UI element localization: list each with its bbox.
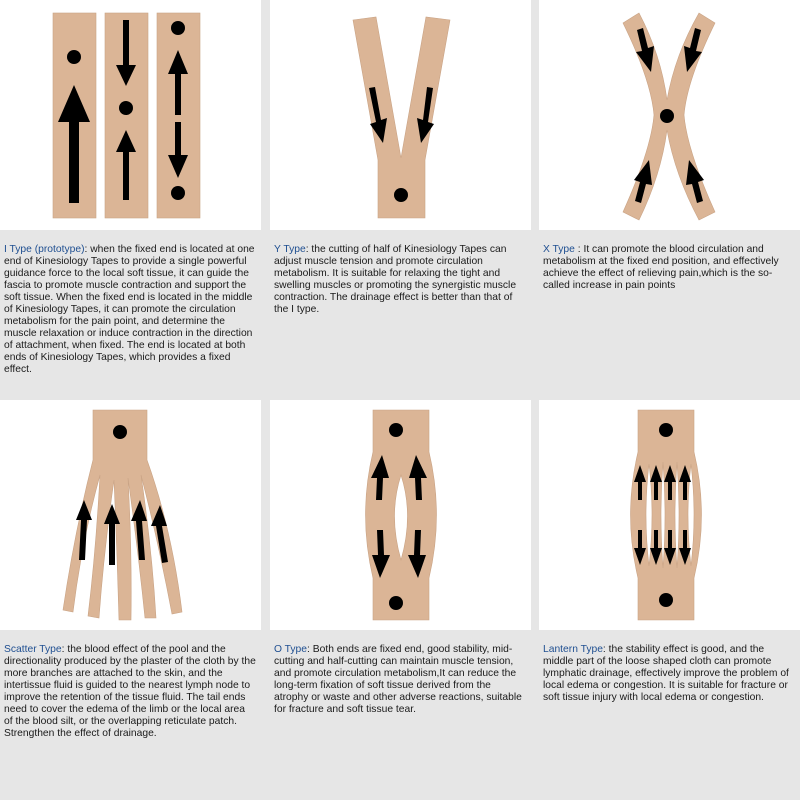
card-title: Lantern Type bbox=[543, 644, 603, 655]
fixed-point-dot bbox=[659, 423, 673, 437]
card-text: : the stability effect is good, and the middle part of the loose shaped cloth can promote lymphatic drainage, effectively improve the problem of local edema or congestion. It is suitable for fracture or soft tissue injury with local edema or congestion. bbox=[543, 644, 789, 703]
card-text: : the cutting of half of Kinesiology Tapes can adjust muscle tension and promote circulation metabolism. It is suitable for relaxing the tight and swelling muscles or promoting the synergistic muscle contraction. The drainage effect is better than that of the I type. bbox=[274, 244, 517, 315]
y-type-illustration bbox=[270, 0, 531, 230]
card-text: : the blood effect of the pool and the directionality produced by the plaster of the cloth by the more branches are attached to the skin, and the intertissue fluid is guided to the nearest lymph node to improve the retention of the tissue fluid. The tail ends need to cover the edema of the limb or the local area of the blood silt, or the overlapping reticulate patch. Strengthen the effect of drainage. bbox=[4, 644, 256, 739]
fixed-point-dot bbox=[389, 596, 403, 610]
card-y-type bbox=[270, 0, 531, 400]
fixed-point-dot bbox=[113, 425, 127, 439]
card-i-type bbox=[0, 0, 261, 400]
o-type-illustration bbox=[270, 400, 531, 630]
card-scatter-type bbox=[0, 400, 261, 800]
fixed-point-dot bbox=[171, 186, 185, 200]
card-title: X Type bbox=[543, 244, 575, 255]
card-text: : when the fixed end is located at one end of Kinesiology Tapes to provide a single powerful guidance force to the local soft tissue, it can guide the fascia to promote muscle contraction and support the soft tissue. When the fixed end is located in the middle of Kinesiology Tapes, it can promote the circulation metabolism for the pain point, and determine the muscle relaxation or induce contraction in the direction of attachment, when fixed. The end is located at both ends of Kinesiology Tapes, which provides a fixed effect. bbox=[4, 244, 255, 375]
card-title: I Type (prototype) bbox=[4, 244, 85, 255]
lantern-type-description bbox=[543, 644, 795, 704]
card-title: Y Type bbox=[274, 244, 306, 255]
y-tape bbox=[353, 17, 450, 218]
x-type-description bbox=[543, 244, 795, 292]
fixed-point-dot bbox=[389, 423, 403, 437]
fixed-point-dot bbox=[659, 593, 673, 607]
i-type-illustration bbox=[0, 0, 261, 230]
card-o-type bbox=[270, 400, 531, 800]
lantern-tape bbox=[631, 410, 702, 620]
scatter-type-description bbox=[4, 644, 256, 740]
fixed-point-dot bbox=[171, 21, 185, 35]
card-lantern-type bbox=[539, 400, 800, 800]
card-title: Scatter Type bbox=[4, 644, 62, 655]
fixed-point-dot bbox=[394, 188, 408, 202]
card-title: O Type bbox=[274, 644, 308, 655]
fixed-point-dot bbox=[67, 50, 81, 64]
lantern-type-illustration bbox=[539, 400, 800, 630]
fixed-point-dot bbox=[660, 109, 674, 123]
card-text: : Both ends are fixed end, good stability, mid-cutting and half-cutting can maintain muscle tension, and promote circulation metabolism,It can reduce the long-term fixation of soft tissue derived from the atrophy or waste and other adverse reactions, suitable for fracture and soft tissue tear. bbox=[274, 644, 522, 715]
x-type-illustration bbox=[539, 0, 800, 230]
i-type-description bbox=[4, 244, 256, 376]
card-x-type bbox=[539, 0, 800, 400]
o-type-description bbox=[274, 644, 526, 716]
fixed-point-dot bbox=[119, 101, 133, 115]
scatter-type-illustration bbox=[0, 400, 261, 630]
o-tape bbox=[366, 410, 437, 620]
card-text: : It can promote the blood circulation and metabolism at the fixed end position, and effectively achieve the effect of relieving pain,which is the so-called increase in pain points bbox=[543, 244, 779, 291]
y-type-description bbox=[274, 244, 526, 316]
